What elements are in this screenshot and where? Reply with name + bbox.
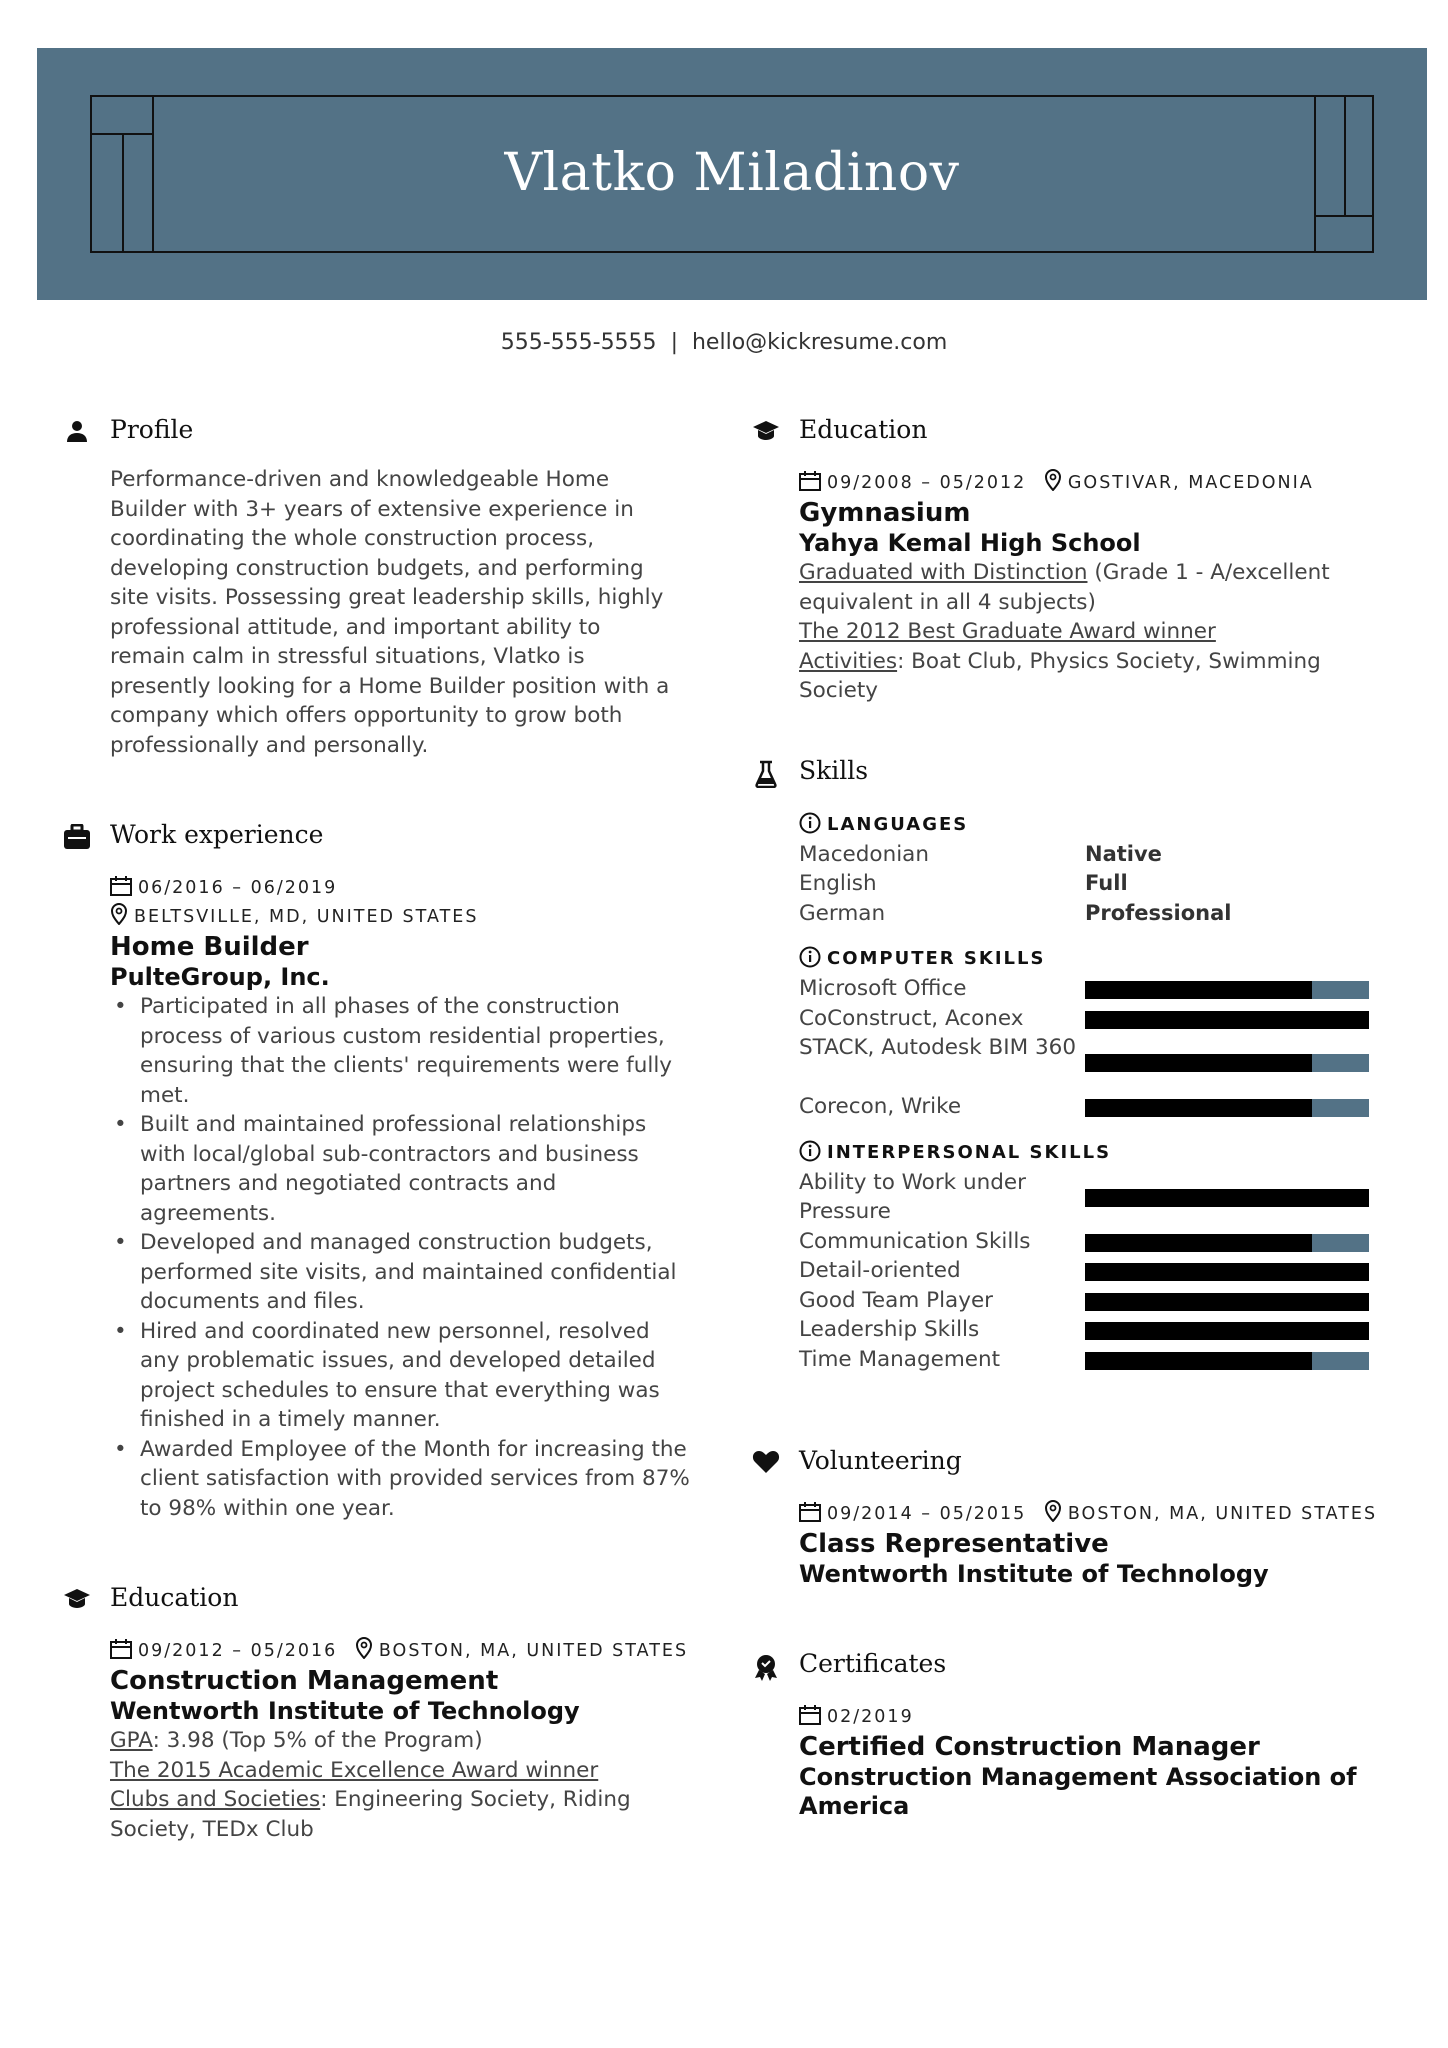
skill-level-bar	[1085, 1352, 1369, 1370]
calendar-icon	[799, 1705, 821, 1725]
header-banner	[37, 48, 1427, 300]
section-title-profile: Profile	[110, 415, 194, 444]
skill-row	[799, 1168, 1389, 1227]
skill-level-fill	[1085, 1011, 1369, 1029]
company: PulteGroup, Inc.	[110, 963, 330, 991]
skill-level-bar	[1085, 1189, 1369, 1207]
clubs-text: : Engineering Society, Riding Society, TEDx Club	[110, 1787, 631, 1842]
degree: Construction Management	[110, 1666, 499, 1696]
skill-level-fill	[1085, 1322, 1369, 1340]
education-section-right	[752, 413, 1392, 706]
certificate-org: Construction Management Association of America	[799, 1763, 1357, 1820]
candidate-name: Vlatko Miladinov	[504, 143, 960, 203]
skills-section	[752, 754, 1392, 1375]
skill-row	[799, 1092, 1389, 1122]
location-pin-icon	[110, 903, 128, 925]
list-item: • Participated in all phases of the construction process of various custom residential properties, ensuring that the clients' requirements were fully met.	[110, 992, 690, 1110]
skill-level-fill	[1085, 1054, 1312, 1072]
skill-row	[799, 1345, 1389, 1375]
volunteering-date: 09/2014 – 05/2015	[827, 1504, 1027, 1524]
list-item: • Awarded Employee of the Month for increasing the client satisfaction with provided services from 87% to 98% within one year.	[110, 1435, 690, 1524]
volunteering-meta-row	[799, 1500, 1389, 1529]
skill-level-bar	[1085, 1234, 1369, 1252]
clubs-label: Clubs and Societies	[110, 1787, 321, 1812]
skill-level-bar	[1085, 1054, 1369, 1072]
right-column	[752, 413, 1392, 1821]
skill-name: Good Team Player	[799, 1287, 994, 1313]
location-pin-icon	[1044, 1500, 1062, 1522]
graduation-cap-icon	[752, 419, 780, 447]
skill-level-bar	[1085, 1263, 1369, 1281]
languages-heading: LANGUAGES	[799, 810, 1389, 840]
work-location-row	[110, 903, 700, 932]
section-title-volunteering: Volunteering	[799, 1446, 962, 1475]
skill-level-bar	[1085, 1322, 1369, 1340]
skill-name: Leadership Skills	[799, 1317, 980, 1342]
section-title-skills: Skills	[799, 755, 869, 785]
volunteering-section	[752, 1444, 1392, 1589]
section-title-certificates: Certificates	[799, 1649, 947, 1678]
education-section-left	[63, 1581, 689, 1844]
skill-row	[799, 1033, 1389, 1092]
calendar-icon	[799, 471, 821, 491]
skill-name: Time Management	[799, 1346, 1001, 1372]
work-date-row	[110, 874, 700, 903]
language-row: German Professional	[799, 900, 1232, 926]
certificates-section	[752, 1647, 1392, 1821]
skill-level-fill	[1085, 1293, 1369, 1311]
profile-section	[63, 413, 683, 760]
clubs-line	[110, 1785, 650, 1844]
list-item: • Built and maintained professional relationships with local/global sub-contractors and business partners and negotiated contracts and agreements.	[110, 1110, 690, 1228]
work-bullets	[110, 992, 690, 1523]
work-location: BELTSVILLE, MD, UNITED STATES	[134, 907, 479, 927]
interpersonal-skills-heading: INTERPERSONAL SKILLS	[799, 1138, 1389, 1168]
location-pin-icon	[1044, 469, 1062, 491]
certificate-name: Certified Construction Manager	[799, 1732, 1260, 1762]
award-line: The 2015 Academic Excellence Award winner	[110, 1757, 599, 1783]
skill-level-fill	[1085, 981, 1312, 999]
distinction-text: (Grade 1 - A/excellent equivalent in all 4 subjects)	[799, 560, 1330, 615]
flask-icon	[752, 760, 780, 788]
info-icon	[799, 1140, 821, 1162]
briefcase-icon	[63, 824, 91, 852]
user-icon	[63, 419, 91, 447]
education-date: 09/2008 – 05/2012	[827, 473, 1027, 493]
calendar-icon	[110, 876, 132, 896]
skill-level-bar	[1085, 1011, 1369, 1029]
volunteering-location: BOSTON, MA, UNITED STATES	[1067, 1504, 1378, 1524]
school: Yahya Kemal High School	[799, 529, 1141, 557]
heart-icon	[752, 1450, 780, 1478]
calendar-icon	[799, 1502, 821, 1522]
activities-text: : Boat Club, Physics Society, Swimming Society	[799, 648, 1321, 703]
list-item: • Hired and coordinated new personnel, resolved any problematic issues, and developed detailed project schedules to ensure that everything was finished in a timely manner.	[110, 1317, 690, 1435]
skill-level-bar	[1085, 1099, 1369, 1117]
contact-line	[0, 330, 1448, 355]
education-meta-row	[799, 469, 1389, 498]
skill-name: Ability to Work under Pressure	[799, 1169, 1026, 1224]
skill-name: Corecon, Wrike	[799, 1094, 962, 1119]
skill-name: Communication Skills	[799, 1228, 1031, 1254]
skill-row	[799, 1227, 1389, 1257]
degree: Gymnasium	[799, 498, 971, 528]
education-meta-row	[110, 1637, 700, 1666]
activities-label: Activities	[799, 648, 898, 674]
section-title-education: Education	[110, 1583, 239, 1612]
skill-row	[799, 1256, 1389, 1286]
skill-level-fill	[1085, 1234, 1312, 1252]
section-title-work: Work experience	[110, 820, 324, 849]
skill-name: Microsoft Office	[799, 976, 967, 1001]
phone: 555-555-5555	[500, 330, 657, 355]
calendar-icon	[110, 1639, 132, 1659]
info-icon	[799, 946, 821, 968]
volunteering-org: Wentworth Institute of Technology	[799, 1560, 1269, 1588]
skill-name: CoConstruct, Aconex	[799, 1005, 1024, 1031]
contact-separator: |	[670, 330, 678, 355]
distinction-line	[799, 558, 1359, 617]
language-row: Macedonian Native	[799, 841, 1162, 867]
certificate-date-row	[799, 1703, 1389, 1732]
skill-row	[799, 1315, 1389, 1345]
left-column	[63, 413, 690, 1844]
distinction-label: Graduated with Distinction	[799, 560, 1088, 585]
skill-level-fill	[1085, 1099, 1312, 1117]
gpa-text: : 3.98 (Top 5% of the Program)	[152, 1728, 483, 1753]
gpa-label: GPA	[110, 1728, 153, 1753]
profile-text: Performance-driven and knowledgeable Home Builder with 3+ years of extensive experience in coordinating the whole construction process, developing construction budgets, and performing site visits. Possessing great leadership skills, highly professional attitude, and important ability to remain calm in stressful situations, Vlatko is presently looking for a Home Builder position with a company which offers opportunity to grow both professionally and personally.	[110, 467, 670, 758]
activities-line	[799, 647, 1359, 706]
skill-level-bar	[1085, 981, 1369, 999]
section-title-education: Education	[799, 415, 928, 444]
skill-name: STACK, Autodesk BIM 360	[799, 1035, 1077, 1060]
graduation-cap-icon	[63, 1587, 91, 1615]
volunteering-role: Class Representative	[799, 1529, 1109, 1559]
education-location: GOSTIVAR, MACEDONIA	[1067, 473, 1314, 493]
certificate-date: 02/2019	[827, 1707, 914, 1727]
skill-level-fill	[1085, 1263, 1369, 1281]
award-line: The 2012 Best Graduate Award winner	[799, 619, 1216, 644]
skill-row	[799, 974, 1389, 1004]
skill-level-fill	[1085, 1189, 1369, 1207]
skill-name: Detail-oriented	[799, 1258, 961, 1283]
list-item: • Developed and managed construction budgets, performed site visits, and maintained confidential documents and files.	[110, 1228, 690, 1317]
computer-skills-heading: COMPUTER SKILLS	[799, 944, 1389, 974]
work-date: 06/2016 – 06/2019	[138, 878, 338, 898]
skill-level-bar	[1085, 1293, 1369, 1311]
skill-row	[799, 1004, 1389, 1034]
gpa-line	[110, 1726, 700, 1756]
email: hello@kickresume.com	[691, 330, 948, 355]
skill-level-fill	[1085, 1352, 1312, 1370]
skill-row	[799, 1286, 1389, 1316]
education-location: BOSTON, MA, UNITED STATES	[378, 1641, 689, 1661]
language-row: English Full	[799, 871, 1128, 896]
award-icon	[752, 1653, 780, 1681]
work-section	[63, 818, 690, 1523]
school: Wentworth Institute of Technology	[110, 1697, 580, 1725]
job-title: Home Builder	[110, 932, 309, 962]
location-pin-icon	[355, 1637, 373, 1659]
info-icon	[799, 812, 821, 834]
education-date: 09/2012 – 05/2016	[138, 1641, 338, 1661]
